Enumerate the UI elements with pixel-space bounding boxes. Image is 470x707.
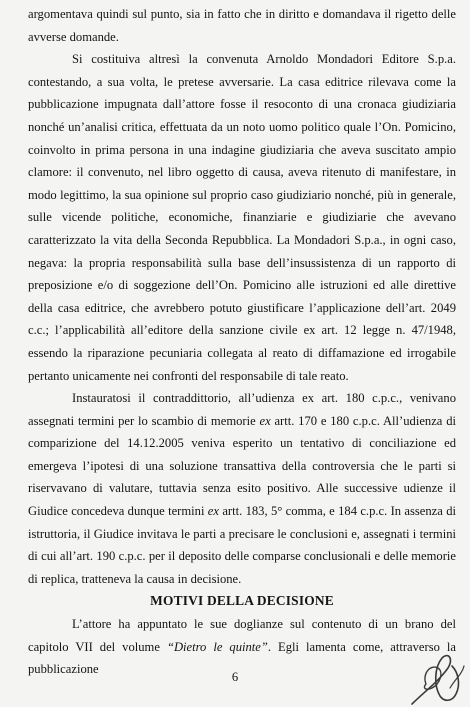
- text-segment: . Egli lamenta come, attraverso la pubblicazione: [28, 639, 456, 677]
- italic-text-segment: ex: [207, 504, 219, 519]
- text-segment: argomentava quindi sul punto, sia in fatto che in diritto e domandava il rigetto delle avverse domande.: [28, 7, 456, 44]
- paragraph-2: [28, 48, 456, 387]
- text-segment: Instauratosi il contraddittorio, all’udienza ex art. 180 c.p.c., venivano assegnati termini per lo scambio di memorie: [28, 391, 456, 428]
- text-segment: artt. 170 e 180 c.p.c. All’udienza di comparizione del 14.12.2005 veniva esperito un tentativo di conciliazione ed emergeva l’ipotesi di una soluzione transattiva della controversia che le parti si riservavano di valutare, tuttavia senza esito positivo. Alle successive udienze il Giudice concedeva dunque termini: [28, 413, 456, 519]
- text-segment: Si costituiva altresì la convenuta Arnoldo Mondadori Editore S.p.a. contestando, a sua volta, le pretese avversarie. La casa editrice rilevava come la pubblicazione impugnata dall’attore fosse il resoconto di una cronaca giudiziaria nonché un’analisi critica, effettuata da un noto uomo politico quale l’On. Pomicino, coinvolto in prima persona in una indagine giudiziaria che aveva suscitato ampio clamore: il convenuto, nel libro oggetto di causa, aveva ritenuto di manifestare, in modo legittimo, la sua opinione sul proprio caso giudiziario nonché, più in generale, sulle vicende politiche, economiche, finanziarie e giudiziarie che avevano caratterizzato la vita della Seconda Repubblica. La Mondadori S.p.a., in ogni caso, negava: la propria responsabilità sulla base dell’insussistenza di un rapporto di preposizione e/o di soggezione dell’On. Pomicino alle istruzioni ed alle direttive della casa editrice, che avrebbero potuto giustificare l’applicazione dell’art. 2049 c.c.; l’applicabilità all’editore della sanzione civile ex art. 12 legge n. 47/1948, essendo la riparazione pecuniaria collegata al reato di diffamazione ed irrogabile pertanto unicamente nei confronti del responsabile di tale reato.: [28, 52, 456, 383]
- page-number: 6: [231, 670, 239, 684]
- text-segment: L’attore ha appuntato le sue doglianze sul contenuto di un brano del capitolo VII del volume: [28, 617, 456, 654]
- text-segment: artt. 183, 5° comma, e 184 c.p.c. In assenza di istruttoria, il Giudice invitava le parti a precisare le conclusioni e, assegnati i termini di cui all’art. 190 c.p.c. per il deposito delle comparse conclusionali e delle memorie di replica, tratteneva la causa in decisione.: [28, 504, 456, 586]
- handwritten-signature-icon: [404, 648, 466, 706]
- paragraph-3: [28, 387, 456, 590]
- italic-text-segment: ex: [259, 413, 271, 428]
- paragraph-1: [28, 3, 456, 48]
- body-text: [28, 3, 456, 681]
- section-heading: MOTIVI DELLA DECISIONE: [150, 593, 334, 609]
- italic-text-segment: “Dietro le quinte”: [166, 639, 268, 654]
